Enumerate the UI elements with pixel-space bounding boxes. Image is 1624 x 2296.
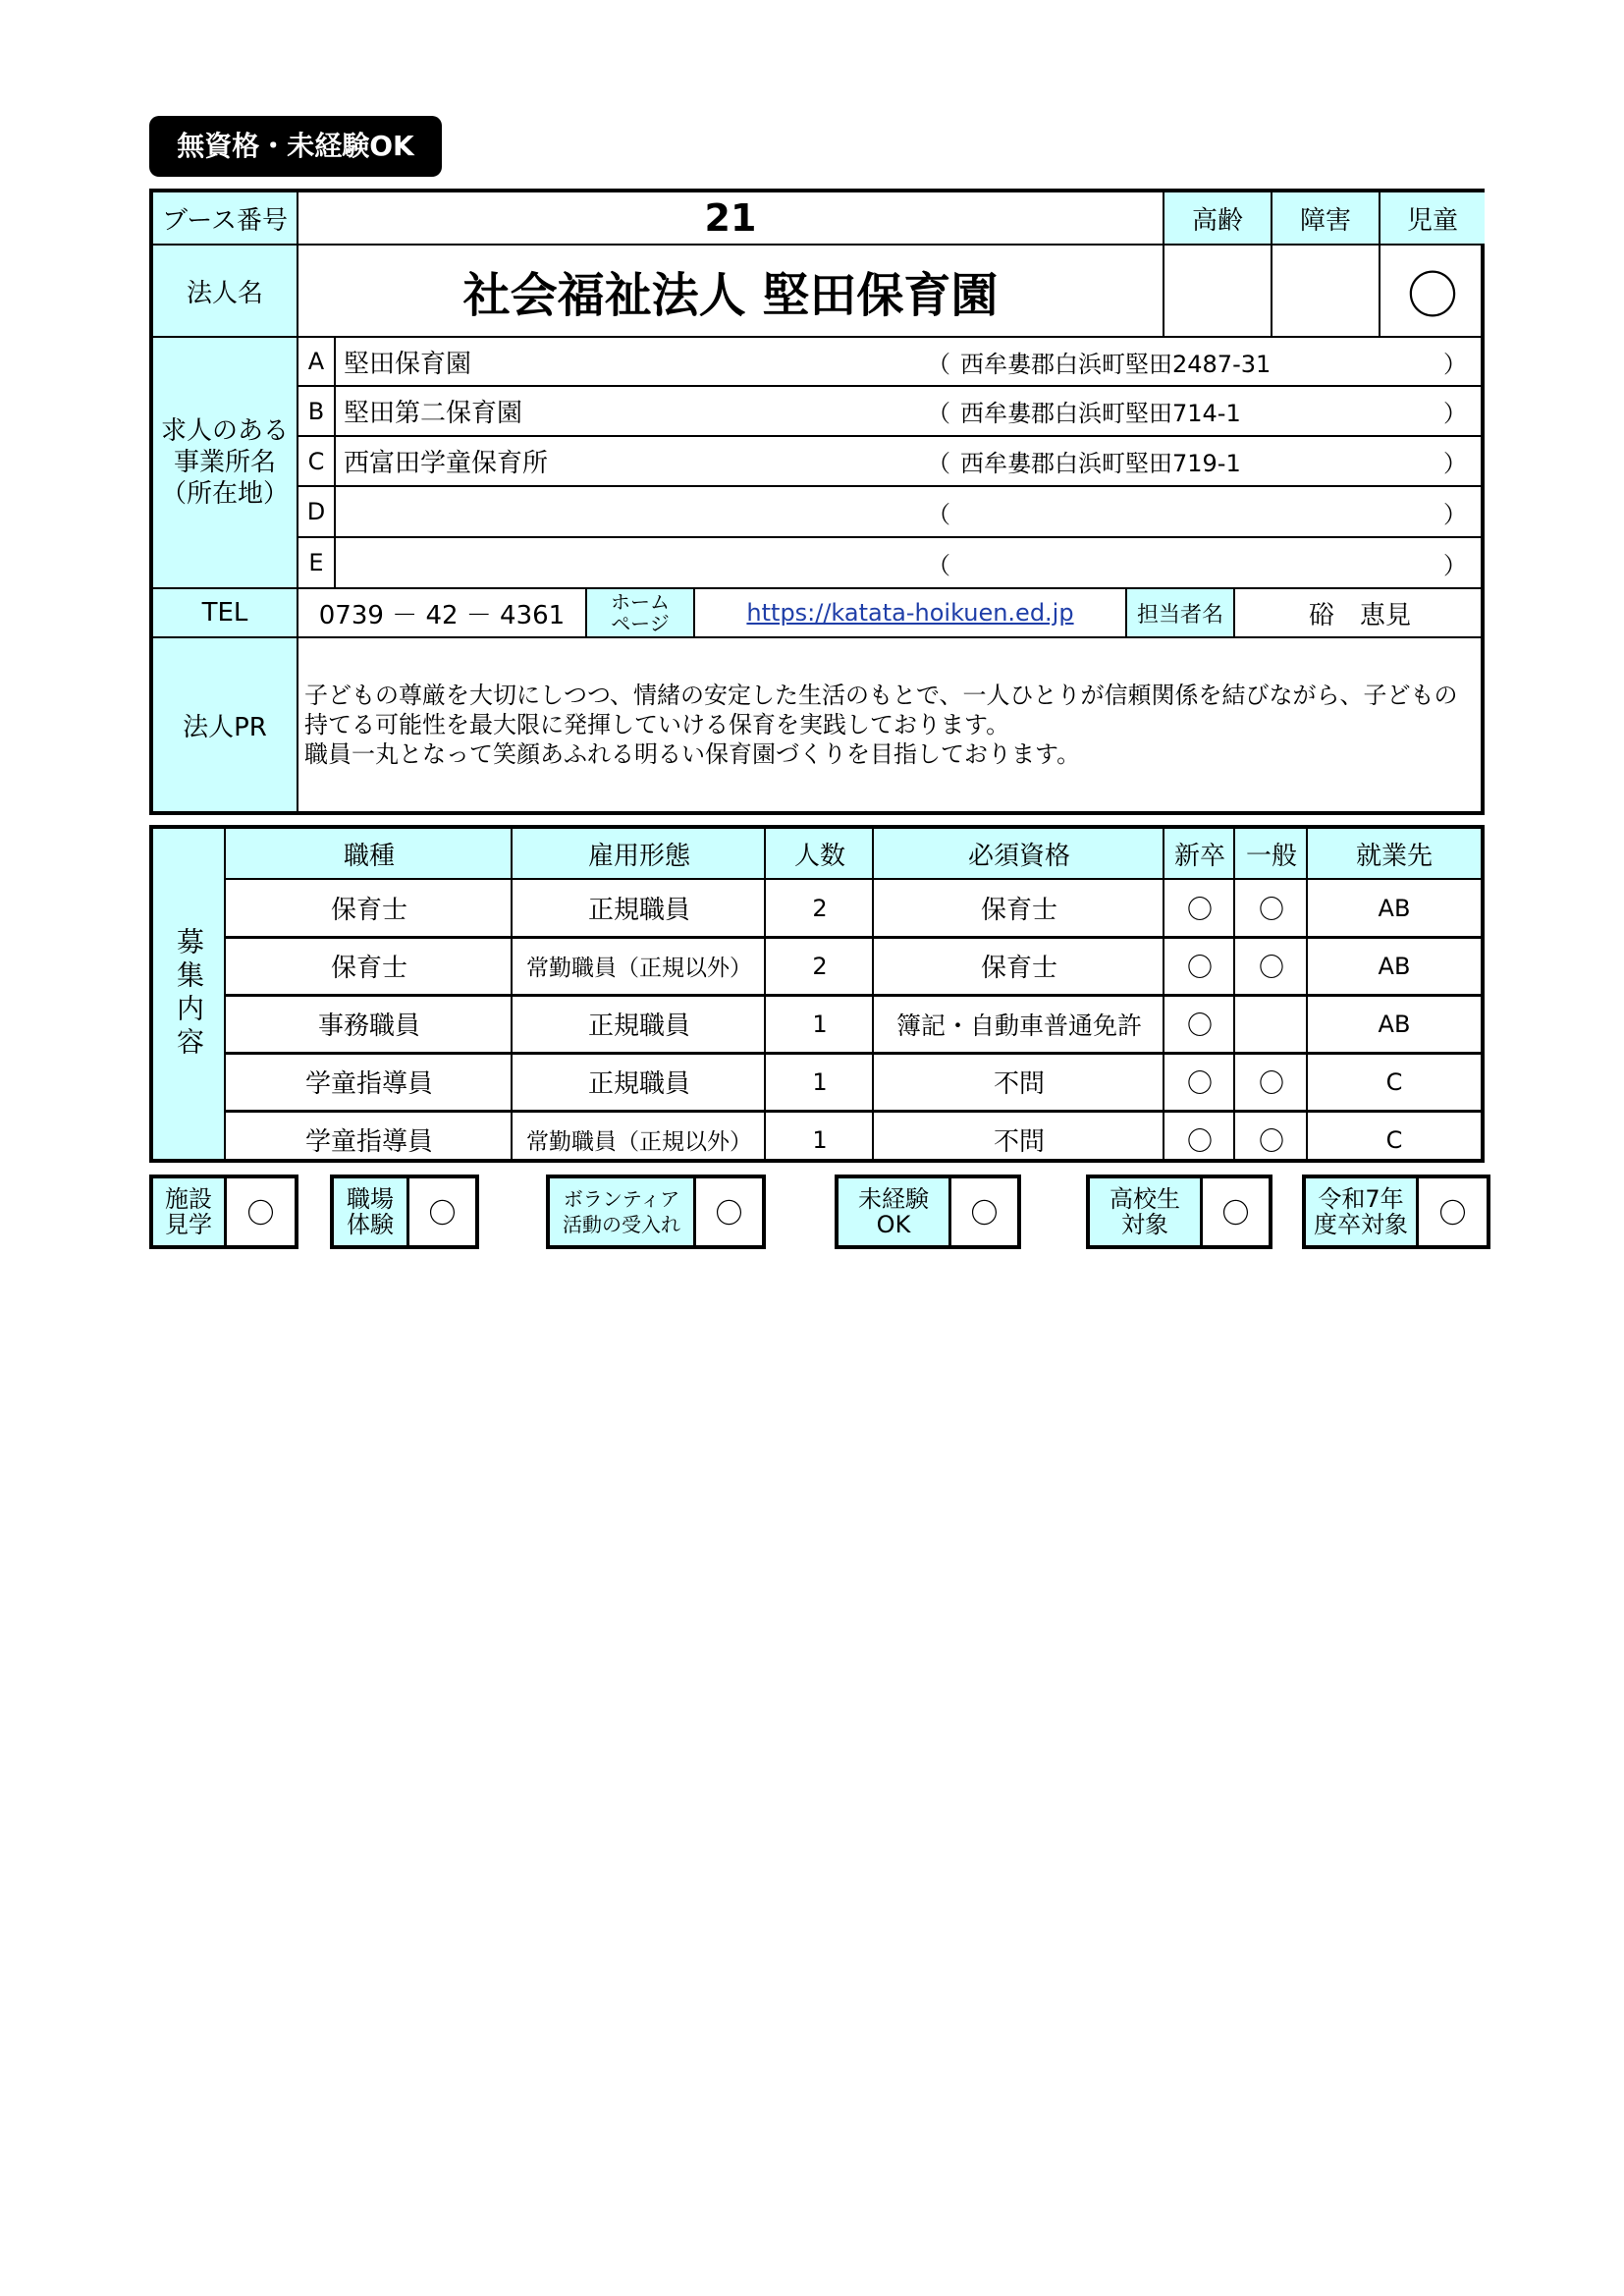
office-address: 西牟婁郡白浜町堅田719-1 xyxy=(960,450,1241,477)
recruit-header: 新卒 xyxy=(1164,829,1235,878)
person-label: 担当者名 xyxy=(1127,589,1233,636)
recruit-cell-general: 〇 xyxy=(1258,1127,1284,1157)
recruit-cell-place: C xyxy=(1385,1125,1403,1154)
office-open-paren: （ xyxy=(927,400,950,427)
feature-box xyxy=(1086,1175,1272,1249)
office-close-paren: ） xyxy=(1443,551,1467,579)
recruit-cell-count: 1 xyxy=(812,1010,828,1038)
recruit-header: 雇用形態 xyxy=(513,829,766,878)
recruit-cell-general: 〇 xyxy=(1258,954,1284,983)
recruit-cell-type: 正規職員 xyxy=(587,1011,690,1041)
company-info-box xyxy=(149,189,1485,815)
recruit-cell-job: 保育士 xyxy=(330,896,407,925)
office-close-paren: ） xyxy=(1443,350,1467,378)
tel-label: TEL xyxy=(153,589,297,636)
recruit-cell-job: 事務職員 xyxy=(317,1011,420,1041)
recruit-cell-qual: 不問 xyxy=(993,1069,1045,1099)
office-close-paren: ） xyxy=(1443,450,1467,477)
feature-box xyxy=(1302,1175,1490,1249)
recruit-cell-place: AB xyxy=(1378,952,1411,980)
mark-disability xyxy=(1272,246,1379,336)
recruit-cell-type: 正規職員 xyxy=(587,896,690,925)
recruit-side-label xyxy=(153,829,224,1159)
recruit-cell-job: 学童指導員 xyxy=(304,1069,433,1099)
category-children: 児童 xyxy=(1380,192,1485,244)
recruit-cell-new: 〇 xyxy=(1186,1069,1213,1099)
office-key: D xyxy=(306,498,326,525)
recruit-header: 就業先 xyxy=(1308,829,1481,878)
recruit-side-text: 募集内容 xyxy=(173,927,205,1061)
recruit-cell-qual: 簿記・自動車普通免許 xyxy=(895,1011,1142,1040)
office-address xyxy=(954,487,1396,536)
status-badge: 無資格・未経験OK xyxy=(149,116,442,177)
feature-box xyxy=(330,1175,479,1249)
feature-box xyxy=(835,1175,1021,1249)
recruit-cell-general: 〇 xyxy=(1258,1069,1284,1099)
recruit-cell-count: 2 xyxy=(812,952,828,980)
recruit-cell-new: 〇 xyxy=(1186,954,1213,983)
recruit-cell-new: 〇 xyxy=(1186,896,1213,925)
office-name xyxy=(338,538,829,587)
recruit-header: 人数 xyxy=(766,829,874,878)
booth-number: 21 xyxy=(704,196,757,240)
recruitment-box xyxy=(149,825,1485,1163)
feature-mark: 〇 xyxy=(1221,1197,1250,1230)
corp-name: 社会福祉法人 堅田保育園 xyxy=(462,267,999,323)
recruit-header: 職種 xyxy=(226,829,513,878)
office-key: E xyxy=(308,549,324,576)
offices-label: 求人のある 事業所名 （所在地） xyxy=(153,338,297,587)
office-address xyxy=(954,538,1396,587)
recruit-cell-type: 正規職員 xyxy=(587,1069,690,1099)
recruit-cell-type: 常勤職員（正規以外） xyxy=(526,956,752,981)
recruit-cell-qual: 保育士 xyxy=(980,896,1057,925)
feature-box xyxy=(149,1175,298,1249)
office-key: C xyxy=(307,447,325,475)
feature-label: 施設 見学 xyxy=(153,1178,224,1245)
recruit-header: 必須資格 xyxy=(874,829,1164,878)
office-name xyxy=(338,487,829,536)
recruit-cell-place: AB xyxy=(1378,894,1411,922)
category-disability: 障害 xyxy=(1272,192,1379,244)
recruit-cell-new: 〇 xyxy=(1186,1011,1213,1041)
feature-label: 職場 体験 xyxy=(334,1178,406,1245)
booth-label: ブース番号 xyxy=(153,192,297,244)
tel-value: 0739 － 42 － 4361 xyxy=(318,600,566,630)
feature-label: ボランティア 活動の受入れ xyxy=(550,1178,693,1245)
feature-mark: 〇 xyxy=(715,1197,743,1230)
office-address: 西牟婁郡白浜町堅田714-1 xyxy=(960,400,1241,427)
recruit-cell-qual: 不問 xyxy=(993,1127,1045,1157)
recruit-header: 一般 xyxy=(1235,829,1308,878)
mark-elderly xyxy=(1164,246,1271,336)
office-name: 西富田学童保育所 xyxy=(344,449,549,478)
recruit-cell-type: 常勤職員（正規以外） xyxy=(526,1129,752,1155)
pr-label: 法人PR xyxy=(153,638,297,811)
feature-label: 令和7年 度卒対象 xyxy=(1306,1178,1416,1245)
recruit-cell-count: 1 xyxy=(812,1125,828,1154)
person-value: 硲 恵見 xyxy=(1308,600,1411,630)
office-open-paren: （ xyxy=(927,350,950,378)
office-key: A xyxy=(307,348,325,375)
office-close-paren: ） xyxy=(1443,500,1467,528)
feature-mark: 〇 xyxy=(970,1197,999,1230)
office-name: 堅田第二保育園 xyxy=(344,399,523,428)
category-elderly: 高齢 xyxy=(1164,192,1271,244)
recruit-cell-job: 学童指導員 xyxy=(304,1127,433,1157)
recruit-cell-count: 1 xyxy=(812,1067,828,1096)
recruit-cell-job: 保育士 xyxy=(330,954,407,983)
recruit-cell-general: 〇 xyxy=(1258,896,1284,925)
recruit-cell-qual: 保育士 xyxy=(980,954,1057,983)
recruit-cell-count: 2 xyxy=(812,894,828,922)
feature-label: 未経験 OK xyxy=(839,1178,948,1245)
pr-text: 子どもの尊厳を大切にしつつ、情緒の安定した生活のもとで、一人ひとりが信頼関係を結びながら、子どもの持てる可能性を最大限に発揮していける保育を実践しております。 職員一丸となって笑顔あふれる明るい保育園づくりを目指しております。 xyxy=(304,682,1458,768)
office-open-paren: （ xyxy=(927,500,950,528)
office-name: 堅田保育園 xyxy=(344,349,472,379)
office-address: 西牟婁郡白浜町堅田2487-31 xyxy=(960,350,1272,378)
recruit-cell-new: 〇 xyxy=(1186,1127,1213,1157)
feature-mark: 〇 xyxy=(246,1197,275,1230)
recruit-cell-place: C xyxy=(1385,1067,1403,1096)
feature-box xyxy=(546,1175,766,1249)
homepage-label: ホーム ページ xyxy=(587,589,693,636)
homepage-url[interactable]: https://katata-hoikuen.ed.jp xyxy=(746,599,1074,627)
recruit-cell-general xyxy=(1235,996,1308,1052)
recruit-cell-place: AB xyxy=(1378,1010,1411,1038)
feature-label: 高校生 対象 xyxy=(1090,1178,1200,1245)
feature-mark: 〇 xyxy=(1438,1197,1467,1230)
feature-mark: 〇 xyxy=(428,1197,457,1230)
office-open-paren: （ xyxy=(927,551,950,579)
mark-children: 〇 xyxy=(1406,266,1458,326)
office-close-paren: ） xyxy=(1443,400,1467,427)
homepage-link[interactable] xyxy=(695,589,1125,636)
office-open-paren: （ xyxy=(927,450,950,477)
office-key: B xyxy=(307,397,325,425)
corp-label: 法人名 xyxy=(153,246,297,336)
